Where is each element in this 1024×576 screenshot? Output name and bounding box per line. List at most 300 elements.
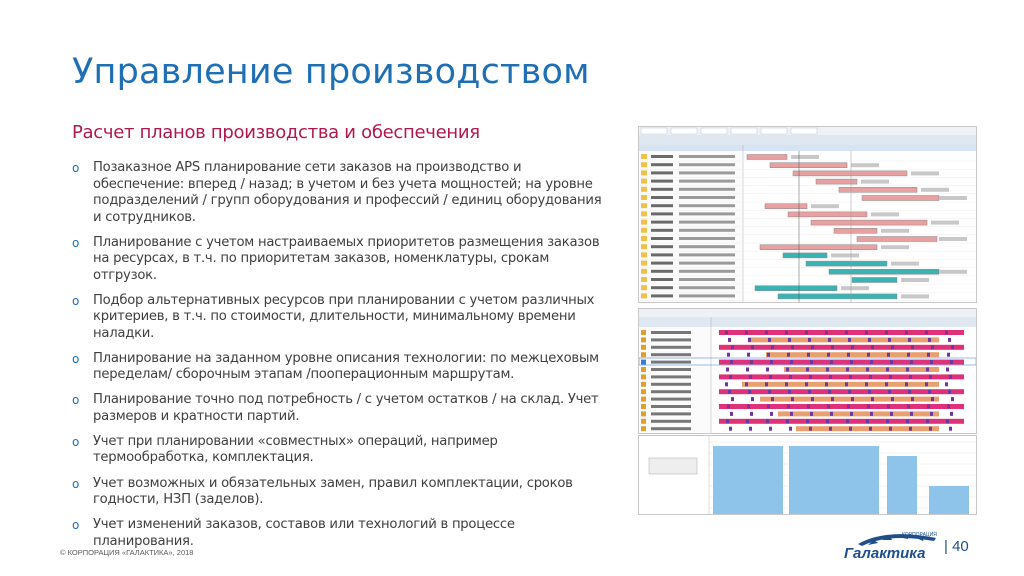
screenshot-shape [945, 382, 948, 386]
screenshot-shape [651, 331, 691, 334]
screenshot-shape [751, 345, 754, 349]
bullet-marker: o [72, 293, 80, 308]
screenshot-shape [728, 338, 731, 342]
screenshot-shape [947, 405, 950, 409]
screenshot-shape [651, 163, 673, 166]
screenshot-shape [834, 228, 877, 233]
screenshot-shape [641, 228, 647, 233]
screenshot-shape [725, 382, 728, 386]
screenshot-shape [950, 412, 953, 416]
screenshot-shape [829, 427, 832, 431]
screenshot-shape [887, 405, 890, 409]
screenshot-shape [926, 368, 929, 372]
screenshot-shape [651, 188, 673, 191]
screenshot-shape [870, 412, 873, 416]
screenshot-shape [651, 229, 673, 232]
screenshot-shape [951, 345, 954, 349]
bullet-item [72, 235, 607, 285]
screenshot-shape [748, 390, 751, 394]
screenshot-shape [766, 352, 939, 357]
screenshot-shape [793, 171, 907, 176]
screenshot-shape [847, 405, 850, 409]
screenshot-shape [809, 427, 812, 431]
screenshot-shape [778, 294, 897, 299]
screenshot-shape [828, 390, 831, 394]
screenshot-shape [827, 353, 830, 357]
screenshot-shape [788, 338, 791, 342]
screenshot-shape [851, 397, 854, 401]
logo-caption: КОРПОРАЦИЯ [902, 532, 937, 538]
screenshot-shape [713, 446, 783, 514]
screenshot-shape [870, 360, 873, 364]
screenshot-shape [639, 317, 976, 327]
screenshot-shape [881, 229, 909, 233]
screenshot-shape [788, 390, 791, 394]
screenshot-shape [806, 419, 809, 423]
screenshot-shape [846, 419, 849, 423]
screenshot-shape [901, 278, 929, 282]
screenshot-shape [931, 345, 934, 349]
screenshot-shape [747, 353, 750, 357]
screenshot-shape [881, 245, 909, 249]
screenshot-shape [651, 262, 673, 265]
screenshot-shape [791, 155, 819, 159]
bullet-text: Позаказное APS планирование сети заказов на производство и обеспечение: вперед / назад; в учетом и без учета мощностей; на уровне подразделений / групп оборудования и профессий / единиц оборудования и сотрудников. [93, 160, 602, 225]
screenshot-shape [906, 368, 909, 372]
screenshot-shape [651, 368, 691, 371]
screenshot-shape [891, 262, 919, 266]
screenshot-shape [931, 221, 959, 225]
bullet-marker: o [72, 518, 80, 533]
screenshot-shape [771, 397, 774, 401]
bullet-marker: o [72, 434, 80, 449]
screenshot-shape [641, 411, 646, 416]
screenshot-shape [641, 337, 646, 342]
screenshot-shape [789, 427, 792, 431]
screenshot-shape [746, 419, 749, 423]
screenshot-shape [921, 188, 949, 192]
screenshot-shape [641, 252, 647, 257]
screenshot-shape [641, 128, 667, 134]
screenshot-shape [726, 419, 729, 423]
screenshot-shape [890, 360, 893, 364]
screenshot-shape [641, 261, 647, 266]
screenshot-shape [679, 221, 735, 224]
screenshot-shape [727, 353, 730, 357]
screenshot-shape [760, 245, 877, 250]
screenshot-shape [901, 294, 929, 298]
screenshot-shape [770, 360, 773, 364]
bullet-item [72, 392, 607, 425]
screenshot-shape [679, 270, 735, 273]
screenshot-shape [766, 419, 769, 423]
screenshot-shape [891, 345, 894, 349]
bullet-text: Подбор альтернативных ресурсов при планировании с учетом различных критериев, в т.ч. по стоимости, длительности, минимальному времени наладки. [93, 292, 595, 341]
screenshot-shape [761, 128, 787, 134]
screenshot-shape [948, 338, 951, 342]
screenshot-shape [679, 245, 735, 248]
screenshot-shape [947, 353, 950, 357]
screenshot-shape [731, 345, 734, 349]
screenshot-shape [641, 277, 647, 282]
bullet-marker: o [72, 161, 80, 175]
screenshot-shape [641, 154, 647, 159]
screenshot-shape [679, 278, 735, 281]
screenshot-shape [641, 220, 647, 225]
screenshot-shape [641, 382, 646, 387]
bullet-text: Планирование точно под потребность / с учетом остатков / на склад. Учет размеров и кратности партий. [93, 392, 599, 424]
screenshot-shape [651, 253, 673, 256]
screenshot-shape [826, 368, 829, 372]
screenshot-shape [851, 345, 854, 349]
screenshot-shape [641, 170, 647, 175]
screenshot-shape [651, 270, 673, 273]
screenshot-shape [746, 368, 749, 372]
screenshot-shape [769, 375, 772, 379]
screenshot-shape [765, 382, 768, 386]
screenshot-shape [651, 390, 691, 393]
screenshot-shape [641, 211, 647, 216]
screenshot-shape [641, 187, 647, 192]
screenshot-shape [719, 389, 964, 394]
screenshot-shape [742, 382, 939, 387]
screenshot-shape [907, 353, 910, 357]
screenshot-shape [871, 397, 874, 401]
screenshot-shape [679, 171, 735, 174]
screenshot-shape [889, 375, 892, 379]
screenshot-shape [811, 220, 927, 225]
screenshot-shape [848, 338, 851, 342]
screenshot-shape [826, 419, 829, 423]
screenshot-shape [649, 458, 697, 474]
screenshot-shape [679, 237, 735, 240]
screenshot-shape [929, 427, 932, 431]
screenshot-shape [908, 390, 911, 394]
screenshot-shape [651, 353, 691, 356]
bullet-text: Планирование с учетом настраиваемых приоритетов размещения заказов на ресурсах, в т.ч. по приоритетам заказов, номенклатуры, срокам отгрузок. [93, 234, 600, 283]
screenshot-shape [731, 128, 757, 134]
screenshot-shape [651, 278, 673, 281]
screenshot-shape [671, 128, 697, 134]
screenshot-shape [845, 331, 848, 335]
screenshot-shape [850, 360, 853, 364]
screenshot-shape [651, 346, 691, 349]
screenshot-shape [846, 368, 849, 372]
screenshot-shape [745, 331, 748, 335]
screenshot-shape [750, 360, 753, 364]
screenshot-shape [651, 212, 673, 215]
resource-gantt-screenshot [638, 308, 977, 434]
screenshot-shape [888, 390, 891, 394]
screenshot-shape [948, 390, 951, 394]
screenshot-shape [765, 204, 807, 209]
screenshot-shape [651, 204, 673, 207]
screenshot-shape [719, 360, 964, 365]
screenshot-shape [906, 419, 909, 423]
screenshot-shape [886, 368, 889, 372]
screenshot-shape [730, 412, 733, 416]
screenshot-shape [641, 352, 646, 357]
screenshot-shape [770, 163, 847, 168]
screenshot-shape [641, 203, 647, 208]
screenshot-shape [830, 360, 833, 364]
screenshot-shape [641, 162, 647, 167]
screenshot-shape [805, 331, 808, 335]
screenshot-shape [641, 269, 647, 274]
screenshot-shape [830, 412, 833, 416]
screenshot-shape [651, 383, 691, 386]
screenshot-shape [651, 180, 673, 183]
screenshot-shape [747, 155, 787, 160]
screenshot-shape [730, 360, 733, 364]
screenshot-shape [679, 163, 735, 166]
screenshot-shape [641, 389, 646, 394]
bullet-text: Учет возможных и обязательных замен, правил комплектации, сроков годности, НЗП (заделов). [93, 475, 573, 508]
screenshot-shape [868, 338, 871, 342]
screenshot-shape [679, 212, 735, 215]
screenshot-shape [641, 293, 647, 298]
screenshot-shape [641, 330, 646, 335]
screenshot-shape [786, 419, 789, 423]
screenshot-shape [910, 360, 913, 364]
screenshot-shape [911, 397, 914, 401]
slide-subtitle: Расчет планов производства и обеспечения [72, 122, 480, 143]
screenshot-shape [727, 405, 730, 409]
screenshot-shape [751, 397, 754, 401]
screenshot-shape [679, 155, 735, 158]
screenshot-shape [679, 188, 735, 191]
screenshot-shape [651, 237, 673, 240]
screenshot-shape [946, 368, 949, 372]
screenshot-shape [849, 375, 852, 379]
screenshot-shape [939, 270, 967, 274]
screenshot-shape [641, 179, 647, 184]
screenshot-shape [641, 374, 646, 379]
screenshot-shape [679, 196, 735, 199]
screenshot-shape [805, 382, 808, 386]
screenshot-shape [651, 196, 673, 199]
screenshot-shape [865, 382, 868, 386]
screenshot-shape [861, 180, 889, 184]
screenshot-shape [639, 309, 976, 317]
screenshot-shape [809, 375, 812, 379]
screenshot-shape [909, 427, 912, 431]
screenshot-shape [811, 345, 814, 349]
screenshot-shape [679, 204, 735, 207]
screenshot-shape [810, 412, 813, 416]
screenshot-shape [887, 456, 917, 514]
screenshot-shape [890, 412, 893, 416]
screenshot-shape [679, 180, 735, 183]
screenshot-shape [748, 338, 751, 342]
screenshot-shape [808, 338, 811, 342]
screenshot-shape [806, 368, 809, 372]
bullet-list [72, 160, 607, 559]
screenshot-shape [641, 285, 647, 290]
screenshot-shape [891, 397, 894, 401]
screenshot-shape [869, 427, 872, 431]
screenshot-shape [927, 405, 930, 409]
screenshot-shape [651, 171, 673, 174]
screenshot-shape [829, 375, 832, 379]
screenshot-shape [887, 353, 890, 357]
screenshot-shape [651, 286, 673, 289]
bullet-item [72, 476, 607, 509]
screenshot-shape [857, 237, 937, 242]
screenshot-shape [679, 229, 735, 232]
screenshot-shape [729, 427, 732, 431]
screenshot-shape [928, 390, 931, 394]
screenshot-shape [651, 294, 673, 297]
screenshot-shape [747, 405, 750, 409]
screenshot-shape [888, 338, 891, 342]
screenshot-shape [701, 128, 727, 134]
screenshot-shape [785, 331, 788, 335]
screenshot-shape [651, 412, 691, 415]
screenshot-shape [791, 397, 794, 401]
bullet-marker: o [72, 393, 80, 408]
screenshot-shape [811, 397, 814, 401]
screenshot-shape [866, 419, 869, 423]
screenshot-shape [639, 135, 976, 145]
screenshot-shape [910, 412, 913, 416]
screenshot-shape [909, 375, 912, 379]
load-chart-image [639, 436, 976, 514]
screenshot-shape [939, 237, 967, 241]
screenshot-shape [925, 382, 928, 386]
screenshot-shape [769, 427, 772, 431]
screenshot-shape [651, 405, 691, 408]
bullet-marker: o [72, 235, 80, 250]
screenshot-shape [785, 382, 788, 386]
load-chart-screenshot [638, 435, 977, 515]
screenshot-shape [949, 375, 952, 379]
screenshot-shape [789, 375, 792, 379]
screenshot-shape [729, 375, 732, 379]
screenshot-shape [679, 294, 735, 297]
screenshot-shape [907, 405, 910, 409]
screenshot-shape [790, 360, 793, 364]
screenshot-shape [908, 338, 911, 342]
screenshot-shape [790, 412, 793, 416]
screenshot-shape [641, 419, 646, 424]
screenshot-shape [641, 404, 646, 409]
screenshot-shape [828, 338, 831, 342]
screenshot-shape [778, 411, 939, 416]
galaktika-logo [838, 528, 948, 562]
screenshot-shape [641, 426, 646, 431]
screenshot-shape [651, 398, 691, 401]
screenshot-shape [641, 195, 647, 200]
screenshot-shape [867, 405, 870, 409]
bullet-item [72, 517, 607, 550]
logo-name: Галактика [844, 545, 926, 562]
screenshot-shape [871, 345, 874, 349]
screenshot-shape [847, 353, 850, 357]
copyright-footer: © КОРПОРАЦИЯ «ГАЛАКТИКА», 2018 [60, 548, 194, 557]
screenshot-shape [845, 382, 848, 386]
screenshot-shape [825, 382, 828, 386]
screenshot-shape [766, 368, 769, 372]
screenshot-shape [866, 368, 869, 372]
screenshot-shape [651, 245, 673, 248]
screenshot-shape [755, 286, 837, 291]
screenshot-shape [945, 331, 948, 335]
screenshot-shape [831, 253, 859, 257]
slide-title: Управление производством [72, 52, 590, 92]
screenshot-shape [765, 331, 768, 335]
screenshot-shape [829, 269, 939, 274]
screenshot-shape [868, 390, 871, 394]
bullet-marker: o [72, 351, 80, 366]
screenshot-shape [641, 397, 646, 402]
screenshot-shape [745, 382, 748, 386]
bullet-item [72, 293, 607, 343]
screenshot-shape [852, 278, 897, 283]
screenshot-shape [905, 382, 908, 386]
gantt-chart-image [639, 127, 976, 302]
screenshot-shape [807, 405, 810, 409]
screenshot-shape [849, 427, 852, 431]
bullet-item [72, 351, 607, 384]
screenshot-shape [929, 375, 932, 379]
screenshot-shape [931, 397, 934, 401]
screenshot-shape [811, 204, 839, 208]
screenshot-shape [827, 405, 830, 409]
screenshot-shape [651, 155, 673, 158]
screenshot-shape [651, 420, 691, 423]
screenshot-shape [731, 397, 734, 401]
screenshot-shape [651, 375, 691, 378]
screenshot-shape [768, 338, 771, 342]
screenshot-shape [848, 390, 851, 394]
screenshot-shape [791, 128, 817, 134]
screenshot-shape [929, 486, 969, 514]
screenshot-shape [831, 345, 834, 349]
screenshot-shape [862, 196, 939, 201]
screenshot-shape [651, 221, 673, 224]
bullet-text: Учет изменений заказов, составов или технологий в процессе планирования. [93, 517, 515, 549]
screenshot-shape [786, 368, 789, 372]
screenshot-shape [770, 412, 773, 416]
screenshot-shape [641, 360, 646, 365]
screenshot-shape [885, 331, 888, 335]
screenshot-shape [651, 427, 691, 430]
screenshot-shape [641, 236, 647, 241]
screenshot-shape [950, 360, 953, 364]
screenshot-shape [806, 261, 887, 266]
screenshot-shape [767, 405, 770, 409]
screenshot-shape [789, 446, 879, 514]
screenshot-shape [951, 397, 954, 401]
screenshot-shape [788, 212, 867, 217]
screenshot-shape [930, 360, 933, 364]
screenshot-shape [807, 353, 810, 357]
screenshot-shape [651, 361, 691, 364]
screenshot-shape [787, 353, 790, 357]
screenshot-shape [926, 419, 929, 423]
screenshot-shape [767, 353, 770, 357]
screenshot-shape [925, 331, 928, 335]
screenshot-shape [679, 286, 735, 289]
screenshot-shape [719, 345, 964, 350]
screenshot-shape [886, 419, 889, 423]
screenshot-shape [825, 331, 828, 335]
screenshot-shape [905, 331, 908, 335]
screenshot-shape [749, 375, 752, 379]
screenshot-shape [841, 286, 869, 290]
screenshot-shape [679, 262, 735, 265]
